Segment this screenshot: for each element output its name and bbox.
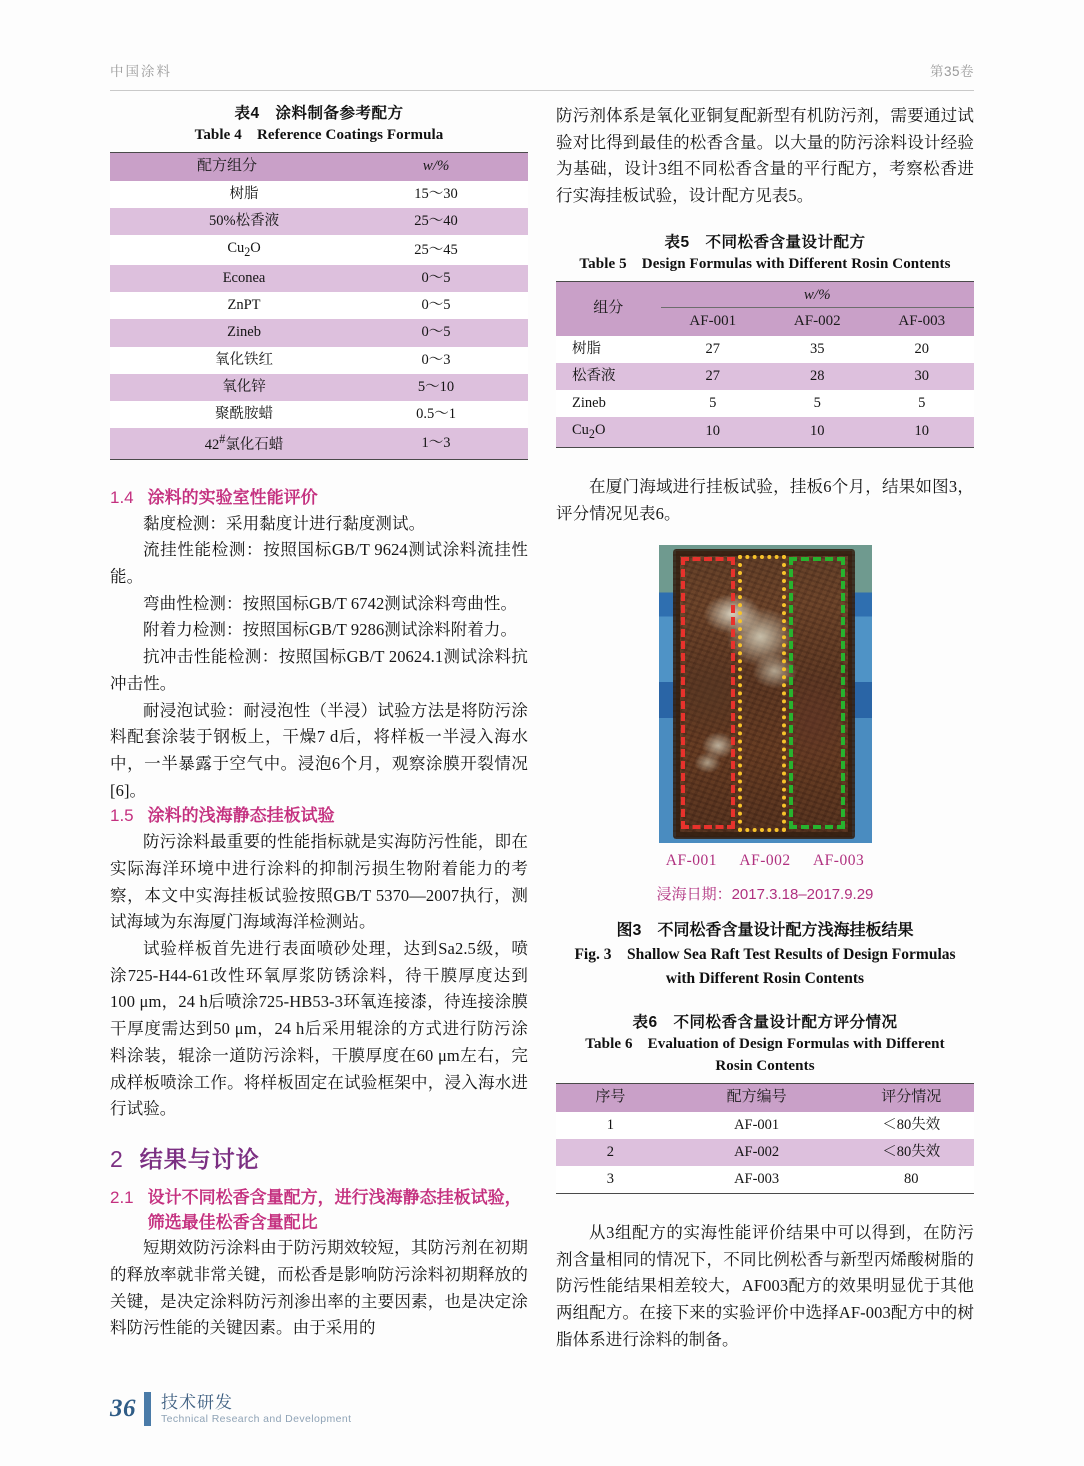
- table6-cell-score: ＜80失效: [882, 1143, 941, 1160]
- table5-caption: [556, 232, 974, 276]
- table5-cell-value: 5: [813, 394, 821, 411]
- page-number: 36: [110, 1395, 136, 1422]
- figure-3-caption-en-line1: Fig. 3 Shallow Sea Raft Test Results of Design Formulas: [574, 946, 956, 964]
- page-footer: [110, 1392, 351, 1426]
- table6-header-score: 评分情况: [849, 1083, 974, 1111]
- paragraph: 弯曲性检测：按照国标GB/T 6742测试涂料弯曲性。: [143, 593, 518, 613]
- heading-1-5-title: 涂料的浅海静态挂板试验: [147, 806, 335, 826]
- table-row: [110, 374, 528, 401]
- heading-2-1-number: 2.1: [110, 1188, 134, 1207]
- table5-subheader-af002: AF-002: [765, 307, 870, 335]
- figure-label-af-001: AF-001: [665, 852, 717, 870]
- table5-cell-name: 松香液: [572, 367, 616, 384]
- table5-cell-value: 10: [870, 417, 975, 447]
- table4-cell-value: 25～40: [414, 213, 458, 230]
- table5-header-group: w/%: [661, 282, 975, 308]
- table-row: [556, 1112, 974, 1139]
- table-row: [556, 336, 974, 363]
- table5-cell-value: 20: [914, 340, 929, 357]
- figure-3-caption-cn: 图3 不同松香含量设计配方浅海挂板结果: [616, 922, 914, 940]
- table-row: [556, 363, 974, 390]
- table5-header-component: 组分: [556, 282, 661, 336]
- zone-marker-af-003: [789, 557, 845, 829]
- heading-1-5-number: 1.5: [110, 806, 134, 826]
- heading-1-4-title: 涂料的实验室性能评价: [147, 487, 318, 507]
- table5-cell-name: 树脂: [572, 340, 601, 357]
- table6-cell-index: 2: [606, 1143, 614, 1160]
- table-row: [110, 181, 528, 208]
- table4-cell-name: 氧化铁红: [215, 351, 274, 368]
- table6-caption-cn: 表6 不同松香含量设计配方评分情况: [632, 1013, 898, 1031]
- table6-header-index: 序号: [556, 1083, 665, 1111]
- heading-2-1: [110, 1186, 528, 1235]
- table5-cell-value: 10: [661, 417, 766, 447]
- table6-header-row: [556, 1083, 974, 1111]
- heading-2-title: 结果与讨论: [139, 1146, 260, 1172]
- running-head: [110, 60, 974, 90]
- figure-3-caption-en-line2: with Different Rosin Contents: [665, 969, 865, 987]
- left-column: [110, 103, 528, 1342]
- table4-cell-name: 50%松香液: [208, 213, 280, 230]
- table5-cell-value: 10: [765, 417, 870, 447]
- table4-cell-name: Zineb: [227, 324, 261, 341]
- table6-cell-score: 80: [849, 1166, 974, 1194]
- paragraph: 短期效防污涂料由于防污期效较短，其防污剂在初期的释放率就非常关键，而松香是影响防污涂料初期释放的关键，是决定涂料防污剂渗出率的主要因素，也是决定涂料防污性能的关键因素。由于采用的: [110, 1238, 528, 1338]
- table6-cell-formula: AF-001: [734, 1116, 780, 1133]
- table6-caption: [556, 1012, 974, 1078]
- figure-label-af-003: AF-003: [812, 852, 865, 870]
- table6-cell-formula: AF-002: [734, 1143, 780, 1160]
- table4-cell-value: 1～3: [344, 428, 528, 459]
- heading-2-number: 2: [110, 1146, 124, 1172]
- heading-2: [110, 1141, 528, 1174]
- table-row: [110, 428, 528, 459]
- table4-cell-value: 15～30: [414, 185, 458, 202]
- table5-cell-value: 28: [810, 367, 825, 384]
- table4-cell-name: Econea: [222, 270, 266, 287]
- figure-3-caption: [556, 919, 974, 990]
- paragraph: 附着力检测：按照国标GB/T 9286测试涂料附着力。: [143, 620, 518, 640]
- zone-marker-af-001: [681, 557, 735, 829]
- table-row: [110, 401, 528, 428]
- table-row: [110, 292, 528, 319]
- table4-cell-value: 0～3: [421, 351, 451, 368]
- table6-caption-en-line1: Table 6 Evaluation of Design Formulas with Different: [585, 1036, 945, 1053]
- table-row: [556, 390, 974, 417]
- table5-cell-value: 5: [709, 394, 717, 411]
- table4-cell-value: 25～45: [414, 241, 458, 258]
- table5-cell-name: $Cu_2O$: [556, 417, 661, 447]
- table4-cell-value: 0～5: [421, 297, 451, 314]
- paragraph: 防污剂体系是氧化亚铜复配新型有机防污剂，需要通过试验对比得到最佳的松香含量。以大量的防污涂料设计经验为基础，设计3组不同松香含量的平行配方，考察松香进行实海挂板试验，设计配方见表5。: [556, 106, 974, 206]
- table5-subheader-af001: AF-001: [661, 307, 766, 335]
- table4-cell-name: 42#氯化石蜡: [110, 428, 344, 459]
- paragraph: 耐浸泡试验：耐浸泡性（半浸）试验方法是将防污涂料配套涂装于钢板上，干燥7 d后，将样板一半浸入海水中，一半暴露于空气中。浸泡6个月，观察涂膜开裂情况[6]。: [110, 700, 528, 800]
- table-row: [110, 235, 528, 265]
- table6-cell-index: 3: [556, 1166, 665, 1194]
- zone-marker-af-002: [738, 555, 786, 832]
- header-divider: [110, 90, 974, 91]
- paragraph: 防污涂料最重要的性能指标就是实海防污性能，即在实际海洋环境中进行涂料的抑制污损生物附着能力的考察，本文中实海挂板试验按照GB/T 5370—2007执行，测试海域为东海厦门海域海洋检测站。: [110, 832, 528, 932]
- journal-name: 中国涂料: [110, 64, 172, 79]
- table-row: [556, 1139, 974, 1166]
- table4-cell-name: 氧化锌: [222, 378, 266, 395]
- table4-header-weight: w/%: [344, 153, 528, 181]
- paragraph: 试验样板首先进行表面喷砂处理，达到Sa2.5级，喷涂725-H44-61改性环氧厚浆防锈涂料，待干膜厚度达到100 μm，24 h后喷涂725-HB53-3环氧连接漆，待连接涂膜干厚度需达到50 μm，24 h后采用辊涂的方式进行防污涂料涂装，辊涂一道防污涂料，干膜厚度在60 μm左右，完成样板喷涂工作。将样板固定在试验框架中，浸入海水进行试验。: [110, 938, 528, 1119]
- paragraph: 在厦门海域进行挂板试验，挂板6个月，结果如图3，评分情况见表6。: [556, 476, 974, 523]
- table5-cell-value: 27: [705, 340, 720, 357]
- table5: [556, 281, 974, 448]
- table4-header-row: [110, 153, 528, 181]
- table4-cell-value: 5～10: [417, 378, 455, 395]
- table4-cell-name: ZnPT: [227, 297, 261, 314]
- table4-cell-name: 树脂: [229, 185, 259, 202]
- footer-section-cn: 技术研发: [161, 1393, 233, 1413]
- heading-1-5: [110, 804, 528, 829]
- heading-1-4-number: 1.4: [110, 487, 134, 507]
- table6-caption-en-line2: Rosin Contents: [715, 1058, 815, 1075]
- footer-section: [161, 1393, 351, 1425]
- table-row: [110, 347, 528, 374]
- table5-cell-value: 27: [705, 367, 720, 384]
- table4-caption-en: Table 4 Reference Coatings Formula: [194, 127, 444, 144]
- footer-section-en: Technical Research and Development: [161, 1412, 352, 1425]
- paragraph: 从3组配方的实海性能评价结果中可以得到，在防污剂含量相同的情况下，不同比例松香与新型丙烯酸树脂的防污性能结果相差较大，AF003配方的效果明显优于其他两组配方。在接下来的实验评价中选择AF-003配方中的树脂体系进行涂料的制备。: [556, 1222, 974, 1349]
- paragraph: 黏度检测：采用黏度计进行黏度测试。: [143, 513, 426, 533]
- volume-label: 第35卷: [929, 64, 974, 79]
- table6: [556, 1083, 974, 1194]
- table4-cell-name: 聚酰胺蜡: [215, 405, 274, 422]
- table-row: [556, 1166, 974, 1194]
- footer-accent-bar: [144, 1392, 151, 1426]
- table4-cell-value: 0.5～1: [416, 405, 456, 422]
- figure-3-panel-labels: [556, 852, 974, 870]
- table4-caption-cn: 表4 涂料制备参考配方: [234, 105, 404, 122]
- figure-3-photo: [659, 545, 872, 843]
- table4: [110, 152, 528, 460]
- heading-2-1-title: 设计不同松香含量配方，进行浅海静态挂板试验，筛选最佳松香含量配比: [147, 1188, 522, 1232]
- table-row: [110, 319, 528, 346]
- table-row: [110, 265, 528, 292]
- table5-subheader-af003: AF-003: [870, 307, 975, 335]
- paragraph: 抗冲击性能检测：按照国标GB/T 20624.1测试涂料抗冲击性。: [110, 647, 528, 693]
- table6-cell-index: 1: [606, 1116, 614, 1133]
- table4-cell-name: $Cu_2O$: [227, 240, 261, 260]
- table5-cell-value: 35: [810, 340, 825, 357]
- table5-cell-value: 30: [914, 367, 929, 384]
- table6-header-formula: 配方编号: [665, 1083, 849, 1111]
- table5-caption-cn: 表5 不同松香含量设计配方: [664, 233, 866, 251]
- heading-1-4: [110, 486, 528, 511]
- table5-header-row-top: [556, 282, 974, 308]
- table4-caption: [110, 103, 528, 147]
- table5-cell-value: 5: [918, 394, 926, 411]
- table4-cell-value: 0～5: [421, 324, 451, 341]
- table5-caption-en: Table 5 Design Formulas with Different Rosin Contents: [579, 256, 951, 273]
- table4-header-component: 配方组分: [110, 153, 344, 181]
- table-row: [556, 417, 974, 447]
- table6-cell-formula: AF-003: [665, 1166, 849, 1194]
- right-column: [556, 103, 974, 1354]
- paragraph: 流挂性能检测：按照国标GB/T 9624测试涂料流挂性能。: [110, 540, 528, 586]
- figure-3-date-line: 浸海日期：2017.3.18–2017.9.29: [656, 886, 874, 904]
- table-row: [110, 208, 528, 235]
- table4-cell-value: 0～5: [421, 270, 451, 287]
- table5-cell-name: Zineb: [572, 394, 606, 411]
- table6-cell-score: ＜80失效: [882, 1116, 941, 1133]
- figure-label-af-002: AF-002: [739, 852, 791, 870]
- figure-3: [556, 545, 974, 990]
